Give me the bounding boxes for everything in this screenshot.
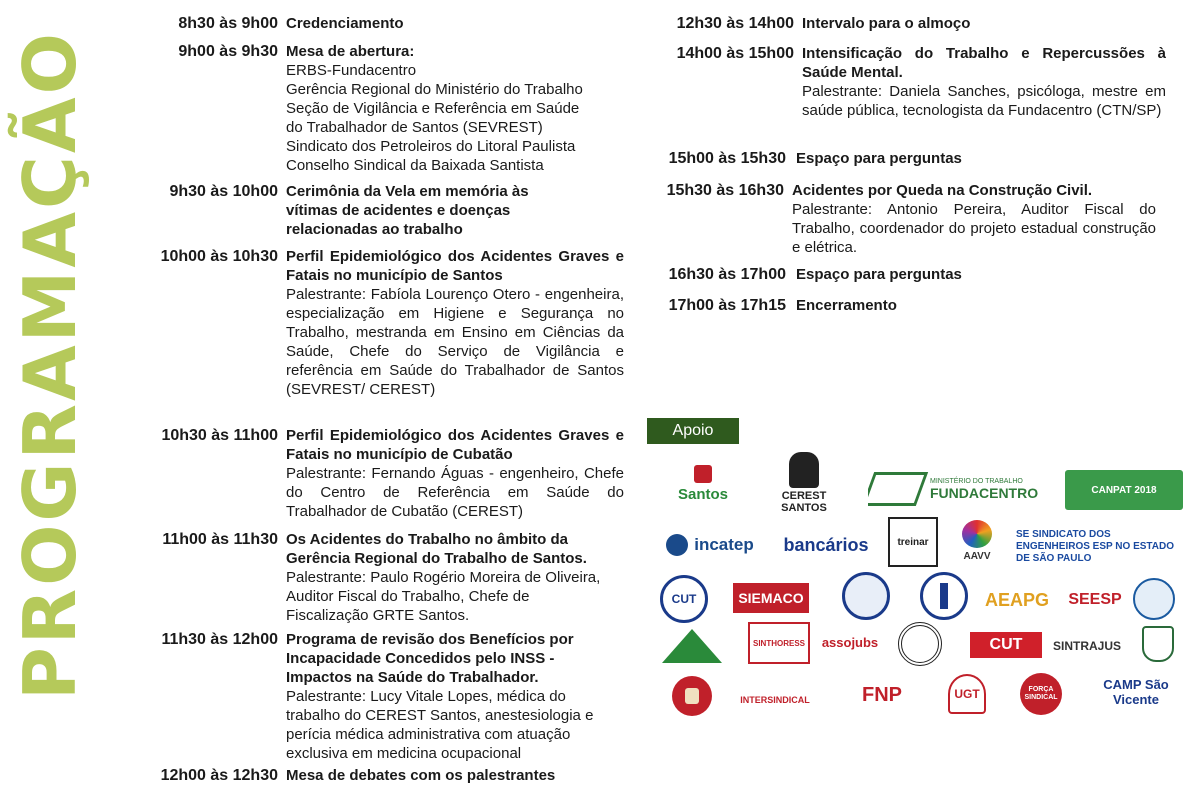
schedule-title: Mesa de abertura:	[286, 43, 415, 60]
schedule-title: Credenciamento	[286, 15, 404, 32]
aavv-logo: AAVV	[954, 515, 1000, 567]
schedule-time: 12h30 às 14h00	[676, 15, 794, 32]
gear-seal-logo	[898, 622, 942, 666]
fundacentro-mark-icon	[868, 472, 928, 506]
schedule-line: do Trabalhador de Santos (SEVREST)	[286, 119, 543, 136]
schedule-text: Palestrante: Fernando Águas - engenheiro, Chefe do Centro de Referência em Saúde do Trabalhador de Cubatão (CEREST)	[286, 465, 624, 520]
schedule-time: 17h00 às 17h15	[668, 297, 786, 314]
santos-logo: Santos	[672, 458, 734, 510]
seesp-logo: SE SINDICATO DOS ENGENHEIROS ESP NO ESTADO DE SÃO PAULO	[1016, 530, 1174, 564]
schedule-time: 15h00 às 15h30	[668, 150, 786, 167]
fundacentro-logo: MINISTÉRIO DO TRABALHO FUNDACENTRO	[868, 470, 1040, 508]
incatep-mark-icon	[666, 534, 688, 556]
triangle-icon	[662, 629, 722, 663]
aavv-flower-icon	[962, 520, 992, 548]
schedule-time: 14h00 às 15h00	[676, 45, 794, 62]
treinar-logo: treinar	[888, 517, 938, 567]
schedule-item	[130, 426, 624, 521]
schedule-title: Espaço para perguntas	[796, 266, 962, 283]
schedule-item	[130, 42, 626, 175]
schedule-time: 15h30 às 16h30	[666, 182, 784, 199]
schedule-time: 12h00 às 12h30	[160, 767, 278, 784]
schedule-item	[632, 265, 1156, 284]
schedule-title: Perfil Epidemiológico dos Acidentes Graves e Fatais no município de Santos	[286, 248, 624, 284]
aeapg-logo: AEAPG	[985, 589, 1049, 610]
schedule-item	[130, 14, 626, 33]
refinery-seal-logo	[920, 572, 968, 620]
sintrajus-logo: SINTRAJUS	[1052, 639, 1121, 653]
siemaco-logo: SIEMACO	[733, 583, 809, 613]
schedule-line: Seção de Vigilância e Referência em Saúde	[286, 100, 580, 117]
fist-icon	[685, 688, 699, 704]
crest-icon	[694, 465, 712, 483]
schedule-time: 10h00 às 10h30	[160, 248, 278, 265]
schedule-time: 10h30 às 11h00	[161, 427, 278, 444]
schedule-item	[130, 630, 624, 763]
schedule-item	[632, 149, 1156, 168]
fist-logo	[672, 676, 712, 716]
blue-seal-logo	[842, 572, 890, 620]
triangle-logo	[660, 627, 724, 665]
cut-brasil-logo: CUT	[970, 632, 1042, 658]
schedule-line: Gerência Regional do Ministério do Trabalho	[286, 81, 583, 98]
incatep-logo: incatep	[660, 525, 760, 565]
tower-icon	[940, 583, 948, 609]
canpat-logo: CANPAT 2018	[1065, 470, 1183, 510]
schedule-item	[640, 44, 1166, 120]
schedule-title: Mesa de debates com os palestrantes	[286, 767, 556, 784]
schedule-item	[632, 181, 1156, 257]
schedule-item	[632, 296, 1156, 315]
schedule-line: Sindicato dos Petroleiros do Litoral Paulista	[286, 138, 576, 155]
schedule-line: ERBS-Fundacentro	[286, 62, 417, 79]
seesp-sp-logo: SEESP	[1068, 591, 1122, 608]
schedule-item	[640, 14, 1162, 33]
schedule-line: Conselho Sindical da Baixada Santista	[286, 157, 544, 174]
schedule-text: Palestrante: Fabíola Lourenço Otero - engenheira, especialização em Higiene e Segurança no Trabalho, mestranda em Ensino em Ciências da Saúde, Chefe do Serviço de Vigilância e referência em Saúde do Trabalhador de Santos (SEVREST/ CEREST)	[286, 286, 624, 398]
schedule-title: Encerramento	[796, 297, 897, 314]
schedule-time: 11h00 às 11h30	[162, 531, 278, 548]
sinthoress-logo: SINTHORESS	[748, 622, 810, 664]
schedule-title: Os Acidentes do Trabalho no âmbito da Gerência Regional do Trabalho de Santos.	[286, 531, 587, 567]
schedule-time: 9h30 às 10h00	[169, 183, 278, 200]
wave-seal-logo	[1133, 578, 1175, 620]
schedule-item	[130, 766, 626, 785]
ugt-logo: UGT	[948, 674, 986, 714]
schedule-title: Intervalo para o almoço	[802, 15, 971, 32]
apoio-label: Apoio	[647, 418, 739, 444]
cerest-logo: CEREST SANTOS	[762, 452, 846, 514]
schedule-item	[130, 247, 624, 399]
schedule-title: Perfil Epidemiológico dos Acidentes Graves e Fatais no município de Cubatão	[286, 427, 624, 463]
schedule-text: Palestrante: Paulo Rogério Moreira de Oliveira, Auditor Fiscal do Trabalho, Chefe de Fiscalização GRTE Santos.	[286, 569, 601, 624]
schedule-text: Palestrante: Antonio Pereira, Auditor Fiscal do Trabalho, coordenador do projeto estadual construção e elétrica.	[792, 201, 1156, 256]
schedule-title: Acidentes por Queda na Construção Civil.	[792, 182, 1093, 199]
shield-logo	[1142, 626, 1174, 662]
schedule-title: Intensificação do Trabalho e Repercussões à Saúde Mental.	[802, 45, 1166, 81]
schedule-text: Palestrante: Lucy Vitale Lopes, médica do trabalho do CEREST Santos, anestesiologia e perícia médica administrativa com atuação exclusiva em medicina ocupacional	[286, 688, 594, 762]
schedule-item	[130, 530, 616, 625]
schedule-time: 11h30 às 12h00	[161, 631, 278, 648]
cut-round-logo: CUT	[660, 575, 708, 623]
schedule-time: 16h30 às 17h00	[668, 266, 786, 283]
bancarios-logo: bancários	[783, 534, 869, 555]
schedule-title: Programa de revisão dos Benefícios por Incapacidade Concedidos pelo INSS - Impactos na Saúde do Trabalhador.	[286, 631, 574, 686]
camp-logo: CAMP São Vicente	[1103, 677, 1169, 707]
intersindical-logo: INTERSINDICAL	[740, 695, 810, 705]
assojubs-logo: assojubs	[821, 634, 879, 650]
fnp-logo: FNP	[862, 683, 902, 706]
vertical-title: PROGRAMAÇÃO	[8, 30, 92, 700]
hand-icon	[789, 452, 819, 488]
schedule-time: 8h30 às 9h00	[178, 15, 278, 32]
schedule-time: 9h00 às 9h30	[178, 43, 278, 60]
schedule-text: Palestrante: Daniela Sanches, psicóloga, mestre em saúde pública, tecnologista da Fundacentro (CTN/SP)	[802, 83, 1166, 119]
forca-sindical-logo: FORÇA SINDICAL	[1020, 673, 1062, 715]
schedule-title: Cerimônia da Vela em memória às vítimas de acidentes e doenças relacionadas ao trabalho	[286, 183, 529, 238]
schedule-item	[130, 182, 576, 239]
schedule-title: Espaço para perguntas	[796, 150, 962, 167]
